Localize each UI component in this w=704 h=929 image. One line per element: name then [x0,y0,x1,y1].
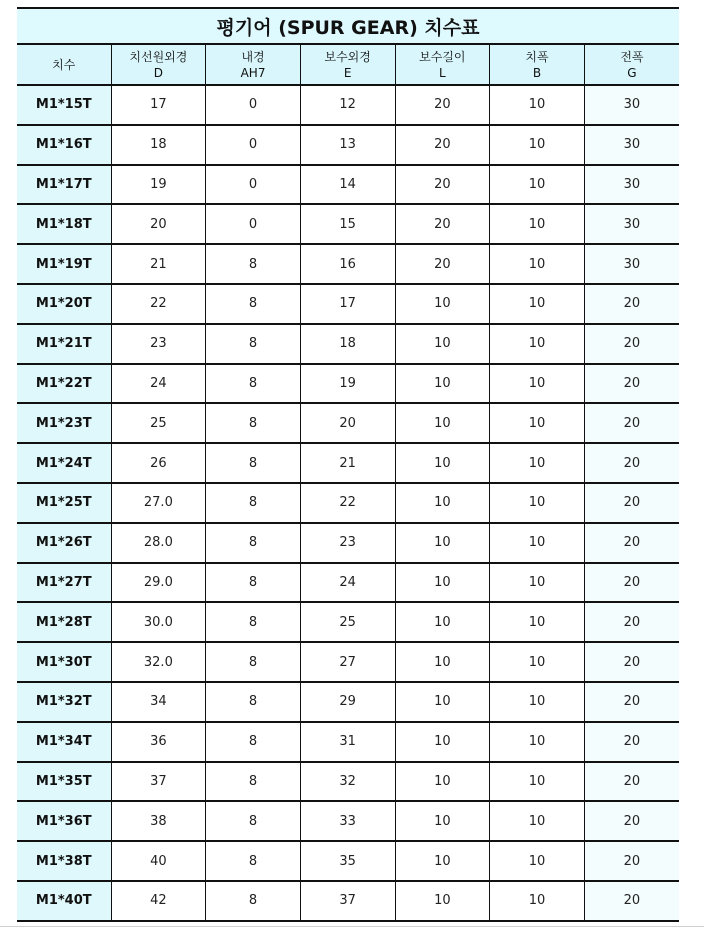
value-cell: 10 [395,324,490,364]
value-cell: 27 [300,642,395,682]
value-cell: 22 [111,284,206,324]
value-cell: 20 [584,722,679,762]
value-cell: 20 [395,125,490,165]
value-cell: 23 [111,324,206,364]
value-cell: 35 [300,841,395,881]
header-size [17,45,111,85]
value-cell: 20 [584,364,679,404]
header-label: 치폭 [525,49,549,64]
value-cell: 36 [111,722,206,762]
value-cell: 30 [584,204,679,244]
value-cell: 15 [300,204,395,244]
value-cell: 12 [300,85,395,125]
value-cell: 20 [395,85,490,125]
table-row [17,125,679,165]
value-cell: 20 [584,762,679,802]
value-cell: 10 [490,324,585,364]
value-cell: 8 [206,403,301,443]
value-cell: 10 [395,443,490,483]
size-cell: M1*35T [17,762,111,802]
value-cell: 27.0 [111,483,206,523]
value-cell: 10 [490,204,585,244]
value-cell: 20 [395,244,490,284]
value-cell: 8 [206,244,301,284]
value-cell: 10 [490,563,585,603]
size-cell: M1*20T [17,284,111,324]
header-row [17,45,679,85]
value-cell: 20 [584,841,679,881]
value-cell: 0 [206,165,301,205]
header-bore [206,45,301,85]
table-row [17,602,679,642]
value-cell: 20 [584,881,679,921]
value-cell: 20 [111,204,206,244]
value-cell: 10 [490,642,585,682]
table-title: 평기어 (SPUR GEAR) 치수표 [17,7,679,45]
value-cell: 18 [300,324,395,364]
size-cell: M1*36T [17,801,111,841]
value-cell: 20 [584,523,679,563]
value-cell: 10 [490,443,585,483]
value-cell: 8 [206,364,301,404]
header-tip-diameter [111,45,206,85]
value-cell: 25 [300,602,395,642]
value-cell: 20 [584,324,679,364]
value-cell: 8 [206,324,301,364]
value-cell: 10 [395,563,490,603]
value-cell: 28.0 [111,523,206,563]
value-cell: 20 [584,443,679,483]
value-cell: 19 [111,165,206,205]
value-cell: 10 [395,483,490,523]
value-cell: 20 [584,403,679,443]
size-cell: M1*40T [17,881,111,921]
table-row [17,801,679,841]
value-cell: 10 [395,801,490,841]
value-cell: 40 [111,841,206,881]
value-cell: 10 [490,762,585,802]
header-label: 치선원외경 [129,49,188,64]
value-cell: 30 [584,244,679,284]
value-cell: 20 [584,801,679,841]
size-cell: M1*38T [17,841,111,881]
value-cell: 10 [490,722,585,762]
value-cell: 8 [206,722,301,762]
size-cell: M1*25T [17,483,111,523]
value-cell: 10 [395,602,490,642]
value-cell: 0 [206,85,301,125]
value-cell: 42 [111,881,206,921]
value-cell: 38 [111,801,206,841]
value-cell: 31 [300,722,395,762]
value-cell: 10 [490,85,585,125]
value-cell: 10 [490,523,585,563]
value-cell: 10 [395,762,490,802]
value-cell: 26 [111,443,206,483]
table-row [17,284,679,324]
value-cell: 8 [206,523,301,563]
value-cell: 10 [395,642,490,682]
value-cell: 10 [395,284,490,324]
value-cell: 17 [111,85,206,125]
header-symbol: AH7 [240,65,266,80]
value-cell: 18 [111,125,206,165]
table-row [17,165,679,205]
value-cell: 8 [206,284,301,324]
value-cell: 29 [300,682,395,722]
value-cell: 10 [490,881,585,921]
value-cell: 37 [111,762,206,802]
table-row [17,762,679,802]
size-cell: M1*22T [17,364,111,404]
size-cell: M1*15T [17,85,111,125]
table-row [17,642,679,682]
value-cell: 8 [206,801,301,841]
table-row [17,324,679,364]
value-cell: 19 [300,364,395,404]
value-cell: 10 [490,602,585,642]
header-hub-length [395,45,490,85]
table-row [17,523,679,563]
size-cell: M1*27T [17,563,111,603]
value-cell: 20 [300,403,395,443]
size-cell: M1*34T [17,722,111,762]
value-cell: 10 [490,483,585,523]
value-cell: 30.0 [111,602,206,642]
value-cell: 33 [300,801,395,841]
value-cell: 10 [490,364,585,404]
size-cell: M1*16T [17,125,111,165]
header-symbol: G [627,65,637,80]
value-cell: 23 [300,523,395,563]
value-cell: 20 [584,563,679,603]
value-cell: 22 [300,483,395,523]
page-divider [0,926,704,927]
value-cell: 8 [206,483,301,523]
value-cell: 14 [300,165,395,205]
value-cell: 10 [395,881,490,921]
value-cell: 10 [395,722,490,762]
value-cell: 10 [395,841,490,881]
value-cell: 30 [584,165,679,205]
value-cell: 10 [395,403,490,443]
value-cell: 0 [206,125,301,165]
header-hub-diameter [300,45,395,85]
value-cell: 10 [490,841,585,881]
size-cell: M1*32T [17,682,111,722]
value-cell: 8 [206,602,301,642]
header-label: 보수길이 [419,49,466,64]
header-symbol: D [153,65,163,80]
table-row [17,204,679,244]
value-cell: 10 [490,244,585,284]
table-row [17,881,679,921]
value-cell: 20 [395,165,490,205]
value-cell: 20 [584,682,679,722]
header-label: 보수외경 [324,49,371,64]
header-symbol: B [532,65,542,80]
table-row [17,403,679,443]
header-label: 치수 [52,57,76,72]
value-cell: 10 [395,364,490,404]
value-cell: 21 [300,443,395,483]
size-cell: M1*26T [17,523,111,563]
value-cell: 10 [490,801,585,841]
value-cell: 20 [584,284,679,324]
value-cell: 8 [206,563,301,603]
size-cell: M1*19T [17,244,111,284]
value-cell: 32.0 [111,642,206,682]
header-symbol: E [343,65,352,80]
value-cell: 8 [206,841,301,881]
value-cell: 10 [490,403,585,443]
value-cell: 8 [206,443,301,483]
table-row [17,364,679,404]
value-cell: 13 [300,125,395,165]
dimension-table [17,45,679,922]
size-cell: M1*18T [17,204,111,244]
table-row [17,244,679,284]
value-cell: 8 [206,881,301,921]
header-symbol: L [439,65,446,80]
value-cell: 8 [206,642,301,682]
table-row [17,682,679,722]
value-cell: 24 [111,364,206,404]
header-label: 전폭 [620,49,644,64]
value-cell: 8 [206,762,301,802]
spec-sheet [17,7,679,922]
size-cell: M1*28T [17,602,111,642]
size-cell: M1*23T [17,403,111,443]
table-row [17,841,679,881]
size-cell: M1*17T [17,165,111,205]
value-cell: 34 [111,682,206,722]
table-row [17,85,679,125]
size-cell: M1*24T [17,443,111,483]
value-cell: 21 [111,244,206,284]
value-cell: 25 [111,403,206,443]
table-row [17,443,679,483]
value-cell: 0 [206,204,301,244]
value-cell: 10 [490,682,585,722]
value-cell: 8 [206,682,301,722]
value-cell: 24 [300,563,395,603]
value-cell: 16 [300,244,395,284]
value-cell: 29.0 [111,563,206,603]
value-cell: 20 [395,204,490,244]
header-total-width [584,45,679,85]
value-cell: 37 [300,881,395,921]
value-cell: 30 [584,125,679,165]
value-cell: 10 [490,165,585,205]
table-body [17,85,679,921]
table-row [17,722,679,762]
value-cell: 10 [490,125,585,165]
size-cell: M1*21T [17,324,111,364]
value-cell: 30 [584,85,679,125]
value-cell: 10 [490,284,585,324]
table-row [17,483,679,523]
header-label: 내경 [241,49,265,64]
value-cell: 10 [395,523,490,563]
value-cell: 17 [300,284,395,324]
value-cell: 10 [395,682,490,722]
value-cell: 20 [584,483,679,523]
value-cell: 32 [300,762,395,802]
table-row [17,563,679,603]
value-cell: 20 [584,602,679,642]
value-cell: 20 [584,642,679,682]
header-face-width [490,45,585,85]
size-cell: M1*30T [17,642,111,682]
